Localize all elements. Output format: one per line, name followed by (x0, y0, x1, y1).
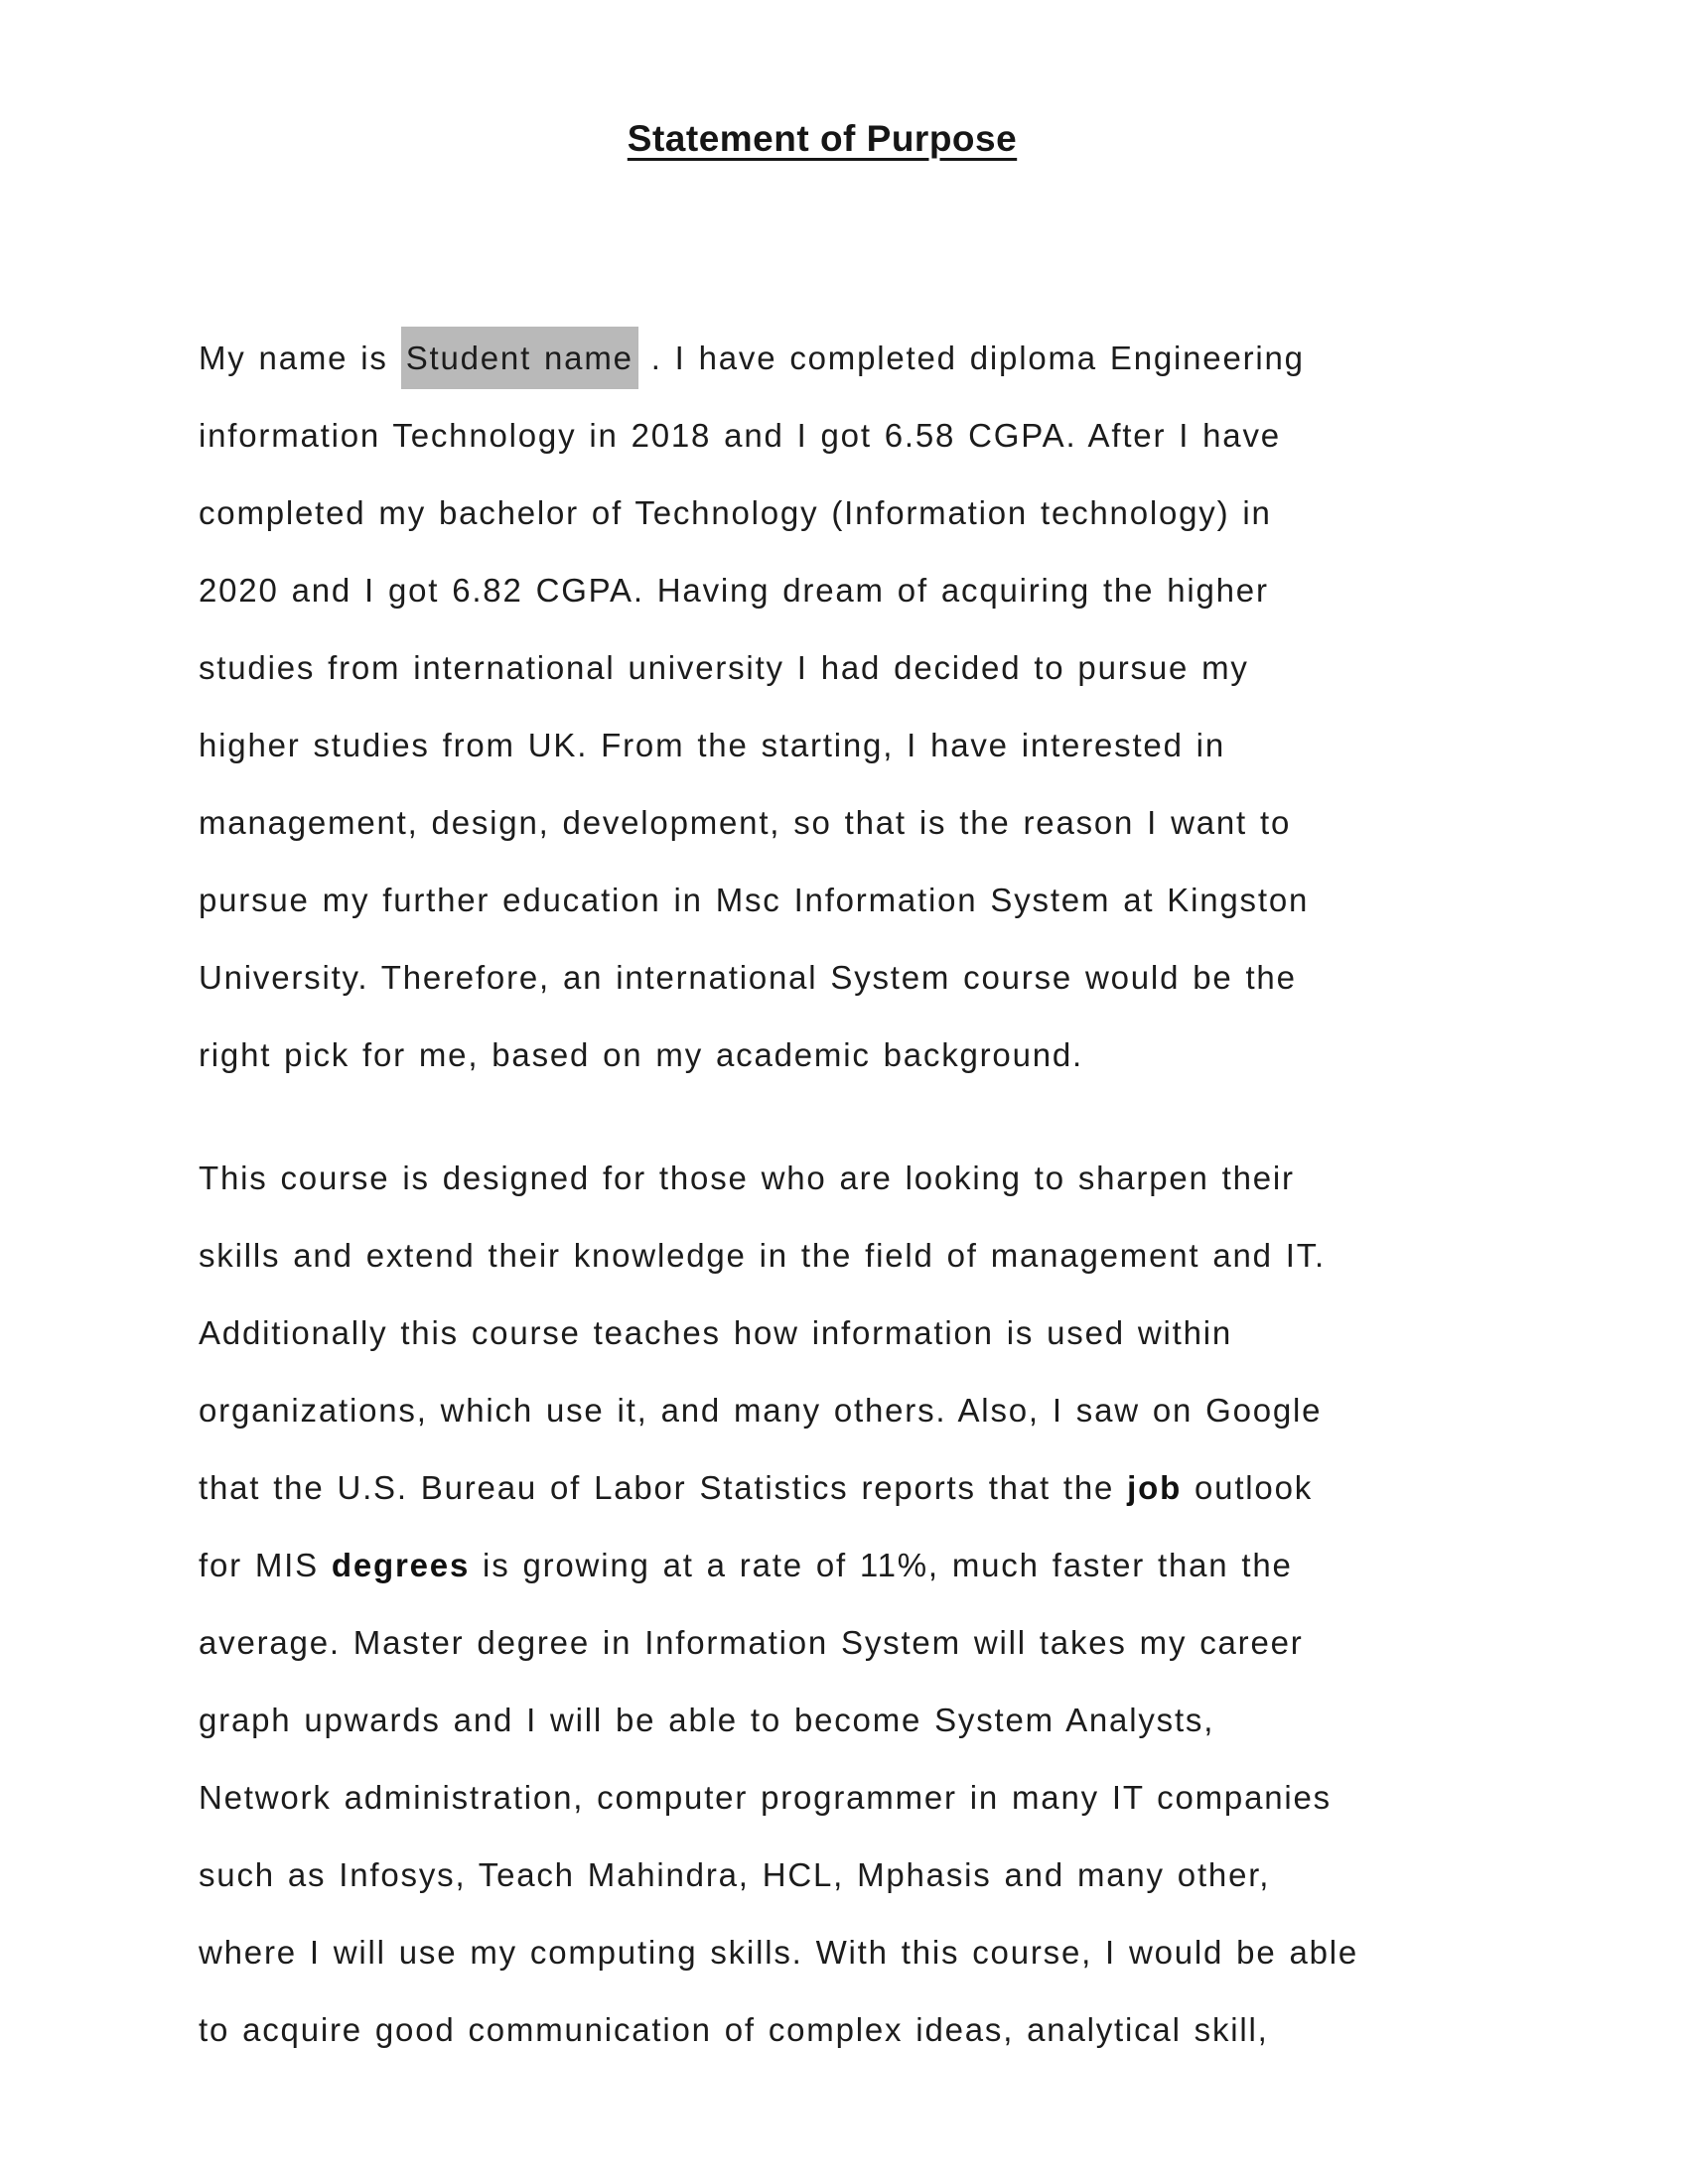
text-line (199, 475, 1519, 552)
body-text: pursue my further education in Msc Information System at Kingston (199, 882, 1310, 918)
text-line (199, 1682, 1519, 1759)
body-text: . I have completed diploma Engineering (637, 340, 1305, 376)
body-text: management, design, development, so that is the reason I want to (199, 804, 1292, 841)
body-text: skills and extend their knowledge in the field of management and IT. (199, 1237, 1326, 1274)
text-line (199, 397, 1519, 475)
text-line (199, 320, 1519, 397)
body-text: to acquire good communication of complex ideas, analytical skill, (199, 2011, 1269, 2048)
bold-text: job (1127, 1469, 1183, 1506)
text-line (199, 862, 1519, 939)
text-line (199, 1017, 1519, 1094)
body-text: Network administration, computer programmer in many IT companies (199, 1779, 1332, 1816)
text-line (199, 939, 1519, 1017)
body-text: that the U.S. Bureau of Labor Statistics reports that the (199, 1469, 1128, 1506)
text-line (199, 1759, 1519, 1837)
text-line (199, 1217, 1519, 1295)
bold-text: degrees (331, 1547, 471, 1583)
body-text: studies from international university I had decided to pursue my (199, 649, 1249, 686)
text-line (199, 1837, 1519, 1914)
text-line (199, 552, 1519, 629)
text-line (199, 1527, 1519, 1604)
document-body (199, 320, 1519, 2069)
text-line (199, 784, 1519, 862)
text-line (199, 1372, 1519, 1449)
text-line (199, 1140, 1519, 1217)
body-text: University. Therefore, an international System course would be the (199, 959, 1297, 996)
body-text: for MIS (199, 1547, 332, 1583)
text-line (199, 629, 1519, 707)
body-text: is growing at a rate of 11%, much faster than the (470, 1547, 1293, 1583)
text-line (199, 1604, 1519, 1682)
highlighted-placeholder-text: Student name (401, 327, 638, 389)
paragraph-1 (199, 320, 1519, 1094)
body-text: 2020 and I got 6.82 CGPA. Having dream of acquiring the higher (199, 572, 1269, 609)
body-text: where I will use my computing skills. With this course, I would be able (199, 1934, 1359, 1971)
body-text: information Technology in 2018 and I got 6.58 CGPA. After I have (199, 417, 1281, 454)
body-text: completed my bachelor of Technology (Information technology) in (199, 494, 1272, 531)
document-title: Statement of Purpose (627, 118, 1018, 159)
body-text: such as Infosys, Teach Mahindra, HCL, Mphasis and many other, (199, 1856, 1271, 1893)
paragraph-2 (199, 1140, 1519, 2069)
text-line (199, 1449, 1519, 1527)
body-text: higher studies from UK. From the starting, I have interested in (199, 727, 1225, 763)
text-line (199, 1914, 1519, 1991)
body-text: This course is designed for those who are looking to sharpen their (199, 1160, 1295, 1196)
body-text: right pick for me, based on my academic background. (199, 1036, 1084, 1073)
body-text: average. Master degree in Information System will takes my career (199, 1624, 1304, 1661)
text-line (199, 707, 1519, 784)
body-text: outlook (1182, 1469, 1314, 1506)
body-text: organizations, which use it, and many others. Also, I saw on Google (199, 1392, 1323, 1429)
body-text: Additionally this course teaches how information is used within (199, 1314, 1233, 1351)
body-text: graph upwards and I will be able to become System Analysts, (199, 1702, 1215, 1738)
text-line (199, 1295, 1519, 1372)
text-line (199, 1991, 1519, 2069)
body-text: My name is (199, 340, 401, 376)
